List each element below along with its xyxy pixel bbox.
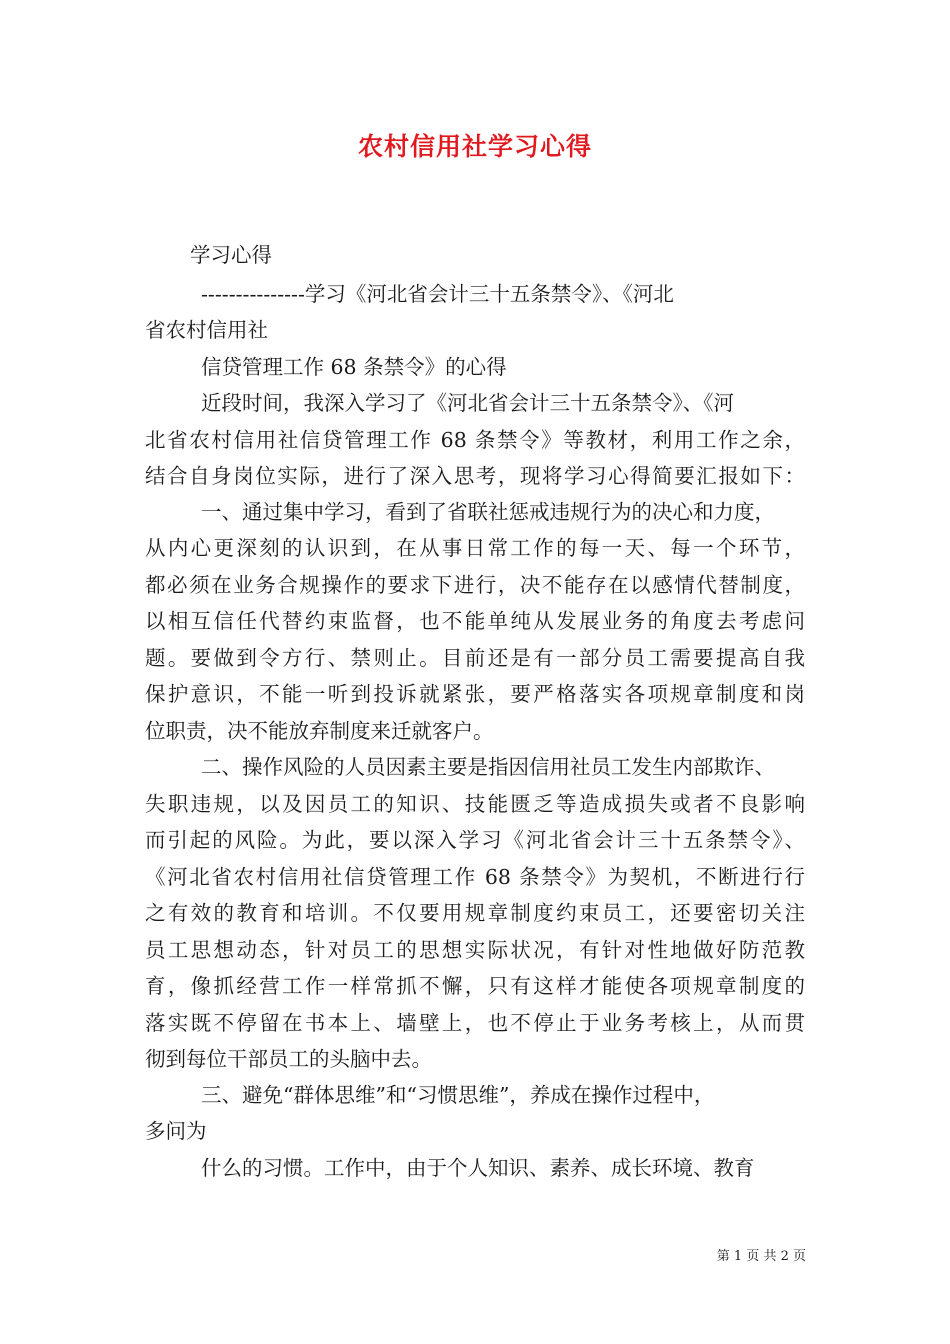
text-line: 近段时间，我深入学习了《河北省会计三十五条禁令》、《河 [201, 391, 734, 415]
text-line: 都必须在业务合规操作的要求下进行，决不能存在以感情代替制度， [145, 573, 805, 597]
text-line: 失职违规，以及因员工的知识、技能匮乏等造成损失或者不良影响 [145, 792, 805, 816]
document-title: 农村信用社学习心得 [357, 132, 592, 161]
text-line: 以相互信任代替约束监督，也不能单纯从发展业务的角度去考虑问 [145, 609, 805, 633]
text-line: 多问为 [145, 1119, 207, 1143]
text-line: 题。要做到令方行、禁则止。目前还是有一部分员工需要提高自我 [145, 646, 805, 670]
text-line: 什么的习惯。工作中，由于个人知识、素养、成长环境、教育 [201, 1156, 755, 1180]
text-line: 结合自身岗位实际，进行了深入思考，现将学习心得简要汇报如下： [145, 464, 805, 488]
text-line: 从内心更深刻的认识到，在从事日常工作的每一天、每一个环节， [145, 536, 805, 560]
text-line: 落实既不停留在书本上、墙壁上，也不停止于业务考核上，从而贯 [145, 1011, 805, 1035]
text-line: 省农村信用社 [145, 318, 268, 342]
text-line: 而引起的风险。为此，要以深入学习《河北省会计三十五条禁令》、 [145, 828, 805, 852]
text-line: 三、避免“群体思维”和“习惯思维”，养成在操作过程中， [201, 1083, 715, 1107]
text-line: 信贷管理工作 68 条禁令》的心得 [201, 355, 507, 379]
text-line: 位职责，决不能放弃制度来迁就客户。 [145, 719, 494, 743]
text-line: 一、通过集中学习，看到了省联社惩戒违规行为的决心和力度， [201, 500, 775, 524]
text-line: ---------------学习《河北省会计三十五条禁令》、《河北 [201, 282, 674, 306]
text-line: 《河北省农村信用社信贷管理工作 68 条禁令》为契机，不断进行行 [145, 865, 805, 889]
text-line: 员工思想动态，针对员工的思想实际状况，有针对性地做好防范教 [145, 938, 805, 962]
text-line: 保护意识，不能一听到投诉就紧张，要严格落实各项规章制度和岗 [145, 682, 805, 706]
text-line: 北省农村信用社信贷管理工作 68 条禁令》等教材，利用工作之余， [145, 428, 805, 452]
text-line: 之有效的教育和培训。不仅要用规章制度约束员工，还要密切关注 [145, 901, 805, 925]
text-line: 彻到每位干部员工的头脑中去。 [145, 1047, 432, 1071]
page-number: 第 1 页 共 2 页 [716, 1249, 806, 1264]
text-line: 二、操作风险的人员因素主要是指因信用社员工发生内部欺诈、 [201, 755, 775, 779]
text-line: 育，像抓经营工作一样常抓不懈，只有这样才能使各项规章制度的 [145, 974, 805, 998]
text-line: 学习心得 [190, 243, 272, 267]
